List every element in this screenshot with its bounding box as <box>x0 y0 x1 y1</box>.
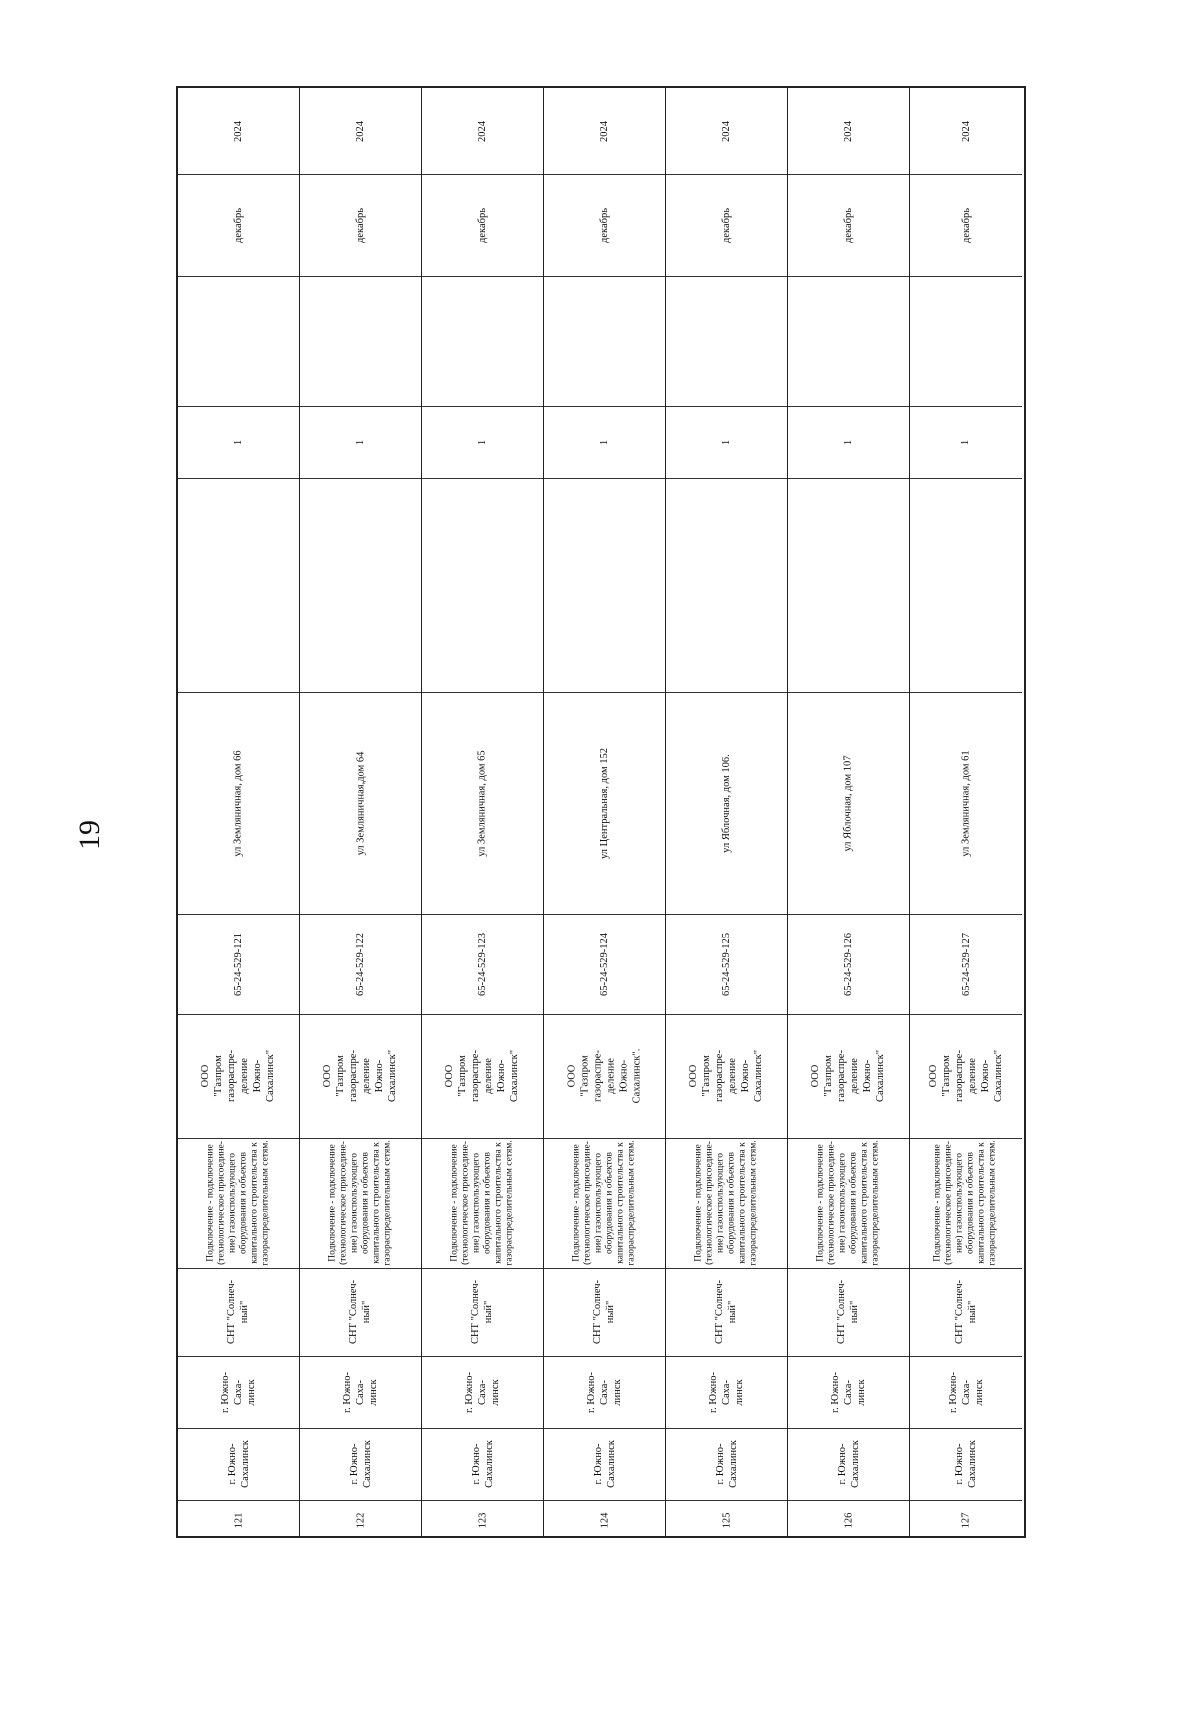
address-text: ул Земляничная,дом 64 <box>354 751 366 855</box>
snt-cell <box>788 1268 909 1357</box>
description-text: Подключение - подключение (технологическое присоедине- ние) газоиспользующего оборудования и объектов капитального строительства к газораспределительным сетям. <box>571 1140 637 1266</box>
description-text: Подключение - подключение (технологическое присоедине- ние) газоиспользующего оборудования и объектов капитального строительства к газораспределительным сетям. <box>449 1140 515 1266</box>
city-text: г. Южно- Сахалинск <box>470 1440 495 1488</box>
quantity-cell <box>910 406 1022 479</box>
code-cell <box>788 914 909 1015</box>
code-text: 65-24-529-127 <box>960 932 972 996</box>
quantity-cell <box>666 406 787 479</box>
code-text: 65-24-529-123 <box>477 932 488 996</box>
address-cell <box>300 692 421 915</box>
quantity-cell <box>300 406 421 479</box>
month-cell <box>910 174 1022 277</box>
description-text: Подключение - подключение (технологическое присоедине- ние) газоиспользующего оборудования и объектов капитального строительства к газораспределительным сетям. <box>327 1140 393 1266</box>
description-cell <box>666 1138 787 1269</box>
year-text: 2024 <box>721 120 732 142</box>
table-row <box>178 88 300 1536</box>
snt-text: СНТ "Солнеч- ный" <box>954 1279 978 1345</box>
month-cell <box>300 174 421 277</box>
address-text: ул Центральная, дом 152 <box>598 747 610 859</box>
city-cell <box>300 1428 421 1501</box>
town-text: г. Южно- Саха- линск <box>707 1371 745 1413</box>
month-cell <box>178 174 299 277</box>
year-text: 2024 <box>233 120 244 142</box>
town-cell <box>422 1356 543 1429</box>
description-cell <box>300 1138 421 1269</box>
month-cell <box>666 174 787 277</box>
address-text: ул Яблочная, дом 106. <box>720 753 732 853</box>
city-text: г. Южно- Сахалинск <box>592 1440 617 1488</box>
empty-cell <box>544 276 665 407</box>
town-cell <box>910 1356 1022 1429</box>
table-row <box>422 88 544 1536</box>
row-number-cell <box>300 1500 421 1540</box>
snt-text: СНТ "Солнеч- ный" <box>470 1279 495 1345</box>
organization-cell <box>788 1014 909 1139</box>
town-cell <box>178 1356 299 1429</box>
table-row <box>666 88 788 1536</box>
organization-cell <box>544 1014 665 1139</box>
row-number-cell <box>910 1500 1022 1540</box>
row-number-cell <box>178 1500 299 1540</box>
code-cell <box>666 914 787 1015</box>
quantity-text: 1 <box>721 439 732 445</box>
code-cell <box>300 914 421 1015</box>
month-text: декабрь <box>599 207 610 243</box>
snt-cell <box>666 1268 787 1357</box>
description-cell <box>544 1138 665 1269</box>
town-text: г. Южно- Саха- линск <box>829 1371 867 1413</box>
empty-cell <box>178 276 299 407</box>
year-cell <box>910 88 1022 175</box>
month-text: декабрь <box>721 207 732 243</box>
organization-cell <box>666 1014 787 1139</box>
quantity-cell <box>422 406 543 479</box>
row-number-cell <box>544 1500 665 1540</box>
town-text: г. Южно- Саха- линск <box>585 1371 623 1413</box>
row-number-text: 121 <box>233 1512 244 1528</box>
address-text: ул Земляничная, дом 65 <box>476 749 488 857</box>
snt-text: СНТ "Солнеч- ный" <box>592 1279 617 1345</box>
quantity-cell <box>788 406 909 479</box>
organization-cell <box>910 1014 1022 1139</box>
city-cell <box>544 1428 665 1501</box>
row-number-text: 124 <box>599 1512 610 1528</box>
organization-cell <box>300 1014 421 1139</box>
empty-cell <box>666 276 787 407</box>
year-cell <box>422 88 543 175</box>
address-cell <box>544 692 665 915</box>
row-number-text: 123 <box>477 1512 488 1528</box>
month-cell <box>544 174 665 277</box>
connections-table <box>176 86 1026 1538</box>
quantity-text: 1 <box>233 439 244 445</box>
snt-text: СНТ "Солнеч- ный" <box>714 1279 739 1345</box>
city-text: г. Южно- Сахалинск <box>954 1440 978 1488</box>
empty-cell <box>788 478 909 693</box>
description-cell <box>788 1138 909 1269</box>
month-text: декабрь <box>843 207 854 243</box>
description-text: Подключение - подключение (технологическое присоедине- ние) газоиспользующего оборудования и объектов капитального строительства к газораспределительным сетям. <box>933 1140 999 1266</box>
address-text: ул Земляничная, дом 66 <box>232 749 244 857</box>
month-cell <box>422 174 543 277</box>
city-cell <box>422 1428 543 1501</box>
code-cell <box>422 914 543 1015</box>
table-row <box>788 88 910 1536</box>
address-text: ул Яблочная, дом 107 <box>842 754 854 852</box>
table-row <box>300 88 422 1536</box>
city-cell <box>788 1428 909 1501</box>
empty-cell <box>544 478 665 693</box>
description-cell <box>422 1138 543 1269</box>
code-cell <box>910 914 1022 1015</box>
snt-text: СНТ "Солнеч- ный" <box>836 1279 861 1345</box>
month-text: декабрь <box>477 207 488 243</box>
organization-text: ООО "Газпром газораспре- деление Южно- Сахалинск" <box>810 1049 887 1103</box>
quantity-text: 1 <box>599 439 610 445</box>
month-text: декабрь <box>233 207 244 243</box>
town-cell <box>300 1356 421 1429</box>
organization-text: ООО "Газпром газораспре- деление Южно- Сахалинск" <box>688 1049 765 1103</box>
year-text: 2024 <box>599 120 610 142</box>
year-cell <box>300 88 421 175</box>
empty-cell <box>910 276 1022 407</box>
organization-text: ООО "Газпром газораспре- деление Южно- Сахалинск" <box>928 1049 1004 1103</box>
town-cell <box>544 1356 665 1429</box>
empty-cell <box>300 478 421 693</box>
town-text: г. Южно- Саха- линск <box>219 1371 257 1413</box>
description-text: Подключение - подключение (технологическое присоедине- ние) газоиспользующего оборудования и объектов капитального строительства к газораспределительным сетям. <box>693 1140 759 1266</box>
description-cell <box>910 1138 1022 1269</box>
snt-cell <box>910 1268 1022 1357</box>
table-row <box>910 88 1022 1536</box>
snt-cell <box>422 1268 543 1357</box>
empty-cell <box>422 276 543 407</box>
city-cell <box>178 1428 299 1501</box>
city-text: г. Южно- Сахалинск <box>226 1440 251 1488</box>
address-text: ул Земляничная, дом 61 <box>960 749 972 857</box>
page-number: 19 <box>73 820 106 850</box>
town-text: г. Южно- Саха- линск <box>947 1371 985 1413</box>
description-text: Подключение - подключение (технологическое присоедине- ние) газоиспользующего оборудования и объектов капитального строительства к газораспределительным сетям. <box>815 1140 881 1266</box>
snt-cell <box>178 1268 299 1357</box>
empty-cell <box>300 276 421 407</box>
town-text: г. Южно- Саха- линск <box>341 1371 379 1413</box>
city-text: г. Южно- Сахалинск <box>836 1440 861 1488</box>
code-text: 65-24-529-121 <box>233 932 244 996</box>
empty-cell <box>422 478 543 693</box>
city-cell <box>910 1428 1022 1501</box>
row-number-text: 126 <box>843 1512 854 1528</box>
year-text: 2024 <box>477 120 488 142</box>
row-number-cell <box>788 1500 909 1540</box>
month-cell <box>788 174 909 277</box>
snt-cell <box>544 1268 665 1357</box>
code-cell <box>178 914 299 1015</box>
year-cell <box>788 88 909 175</box>
year-text: 2024 <box>355 120 366 142</box>
town-cell <box>666 1356 787 1429</box>
row-number-text: 125 <box>721 1512 732 1528</box>
month-text: декабрь <box>355 207 366 243</box>
organization-cell <box>422 1014 543 1139</box>
year-cell <box>666 88 787 175</box>
organization-text: ООО "Газпром газораспре- деление Южно- Сахалинск" <box>444 1049 521 1103</box>
code-cell <box>544 914 665 1015</box>
row-number-cell <box>422 1500 543 1540</box>
snt-text: СНТ "Солнеч- ный" <box>348 1279 373 1345</box>
year-text: 2024 <box>960 120 972 142</box>
code-text: 65-24-529-124 <box>599 932 610 996</box>
quantity-cell <box>178 406 299 479</box>
description-cell <box>178 1138 299 1269</box>
quantity-text: 1 <box>477 439 488 445</box>
quantity-text: 1 <box>355 439 366 445</box>
empty-cell <box>666 478 787 693</box>
empty-cell <box>788 276 909 407</box>
city-cell <box>666 1428 787 1501</box>
quantity-cell <box>544 406 665 479</box>
code-text: 65-24-529-125 <box>721 932 732 996</box>
quantity-text: 1 <box>843 439 854 445</box>
address-cell <box>178 692 299 915</box>
organization-cell <box>178 1014 299 1139</box>
row-number-text: 122 <box>355 1512 366 1528</box>
empty-cell <box>178 478 299 693</box>
row-number-cell <box>666 1500 787 1540</box>
organization-text: ООО "Газпром газораспре- деление Южно- Сахалинск" <box>322 1049 399 1103</box>
year-cell <box>178 88 299 175</box>
address-cell <box>788 692 909 915</box>
city-text: г. Южно- Сахалинск <box>348 1440 373 1488</box>
address-cell <box>666 692 787 915</box>
organization-text: ООО "Газпром газораспре- деление Южно- Сахалинск" <box>200 1049 277 1103</box>
year-cell <box>544 88 665 175</box>
snt-text: СНТ "Солнеч- ный" <box>226 1279 251 1345</box>
table-row <box>544 88 666 1536</box>
code-text: 65-24-529-122 <box>355 932 366 996</box>
organization-text: ООО "Газпром газораспре- деление Южно- Сахалинск". <box>566 1048 643 1104</box>
snt-cell <box>300 1268 421 1357</box>
month-text: декабрь <box>960 207 972 243</box>
code-text: 65-24-529-126 <box>843 932 854 996</box>
town-cell <box>788 1356 909 1429</box>
row-number-text: 127 <box>960 1512 972 1528</box>
description-text: Подключение - подключение (технологическое присоедине- ние) газоиспользующего оборудования и объектов капитального строительства к газораспределительным сетям. <box>205 1140 271 1266</box>
address-cell <box>422 692 543 915</box>
address-cell <box>910 692 1022 915</box>
town-text: г. Южно- Саха- линск <box>463 1371 501 1413</box>
empty-cell <box>910 478 1022 693</box>
city-text: г. Южно- Сахалинск <box>714 1440 739 1488</box>
year-text: 2024 <box>843 120 854 142</box>
quantity-text: 1 <box>960 439 972 445</box>
